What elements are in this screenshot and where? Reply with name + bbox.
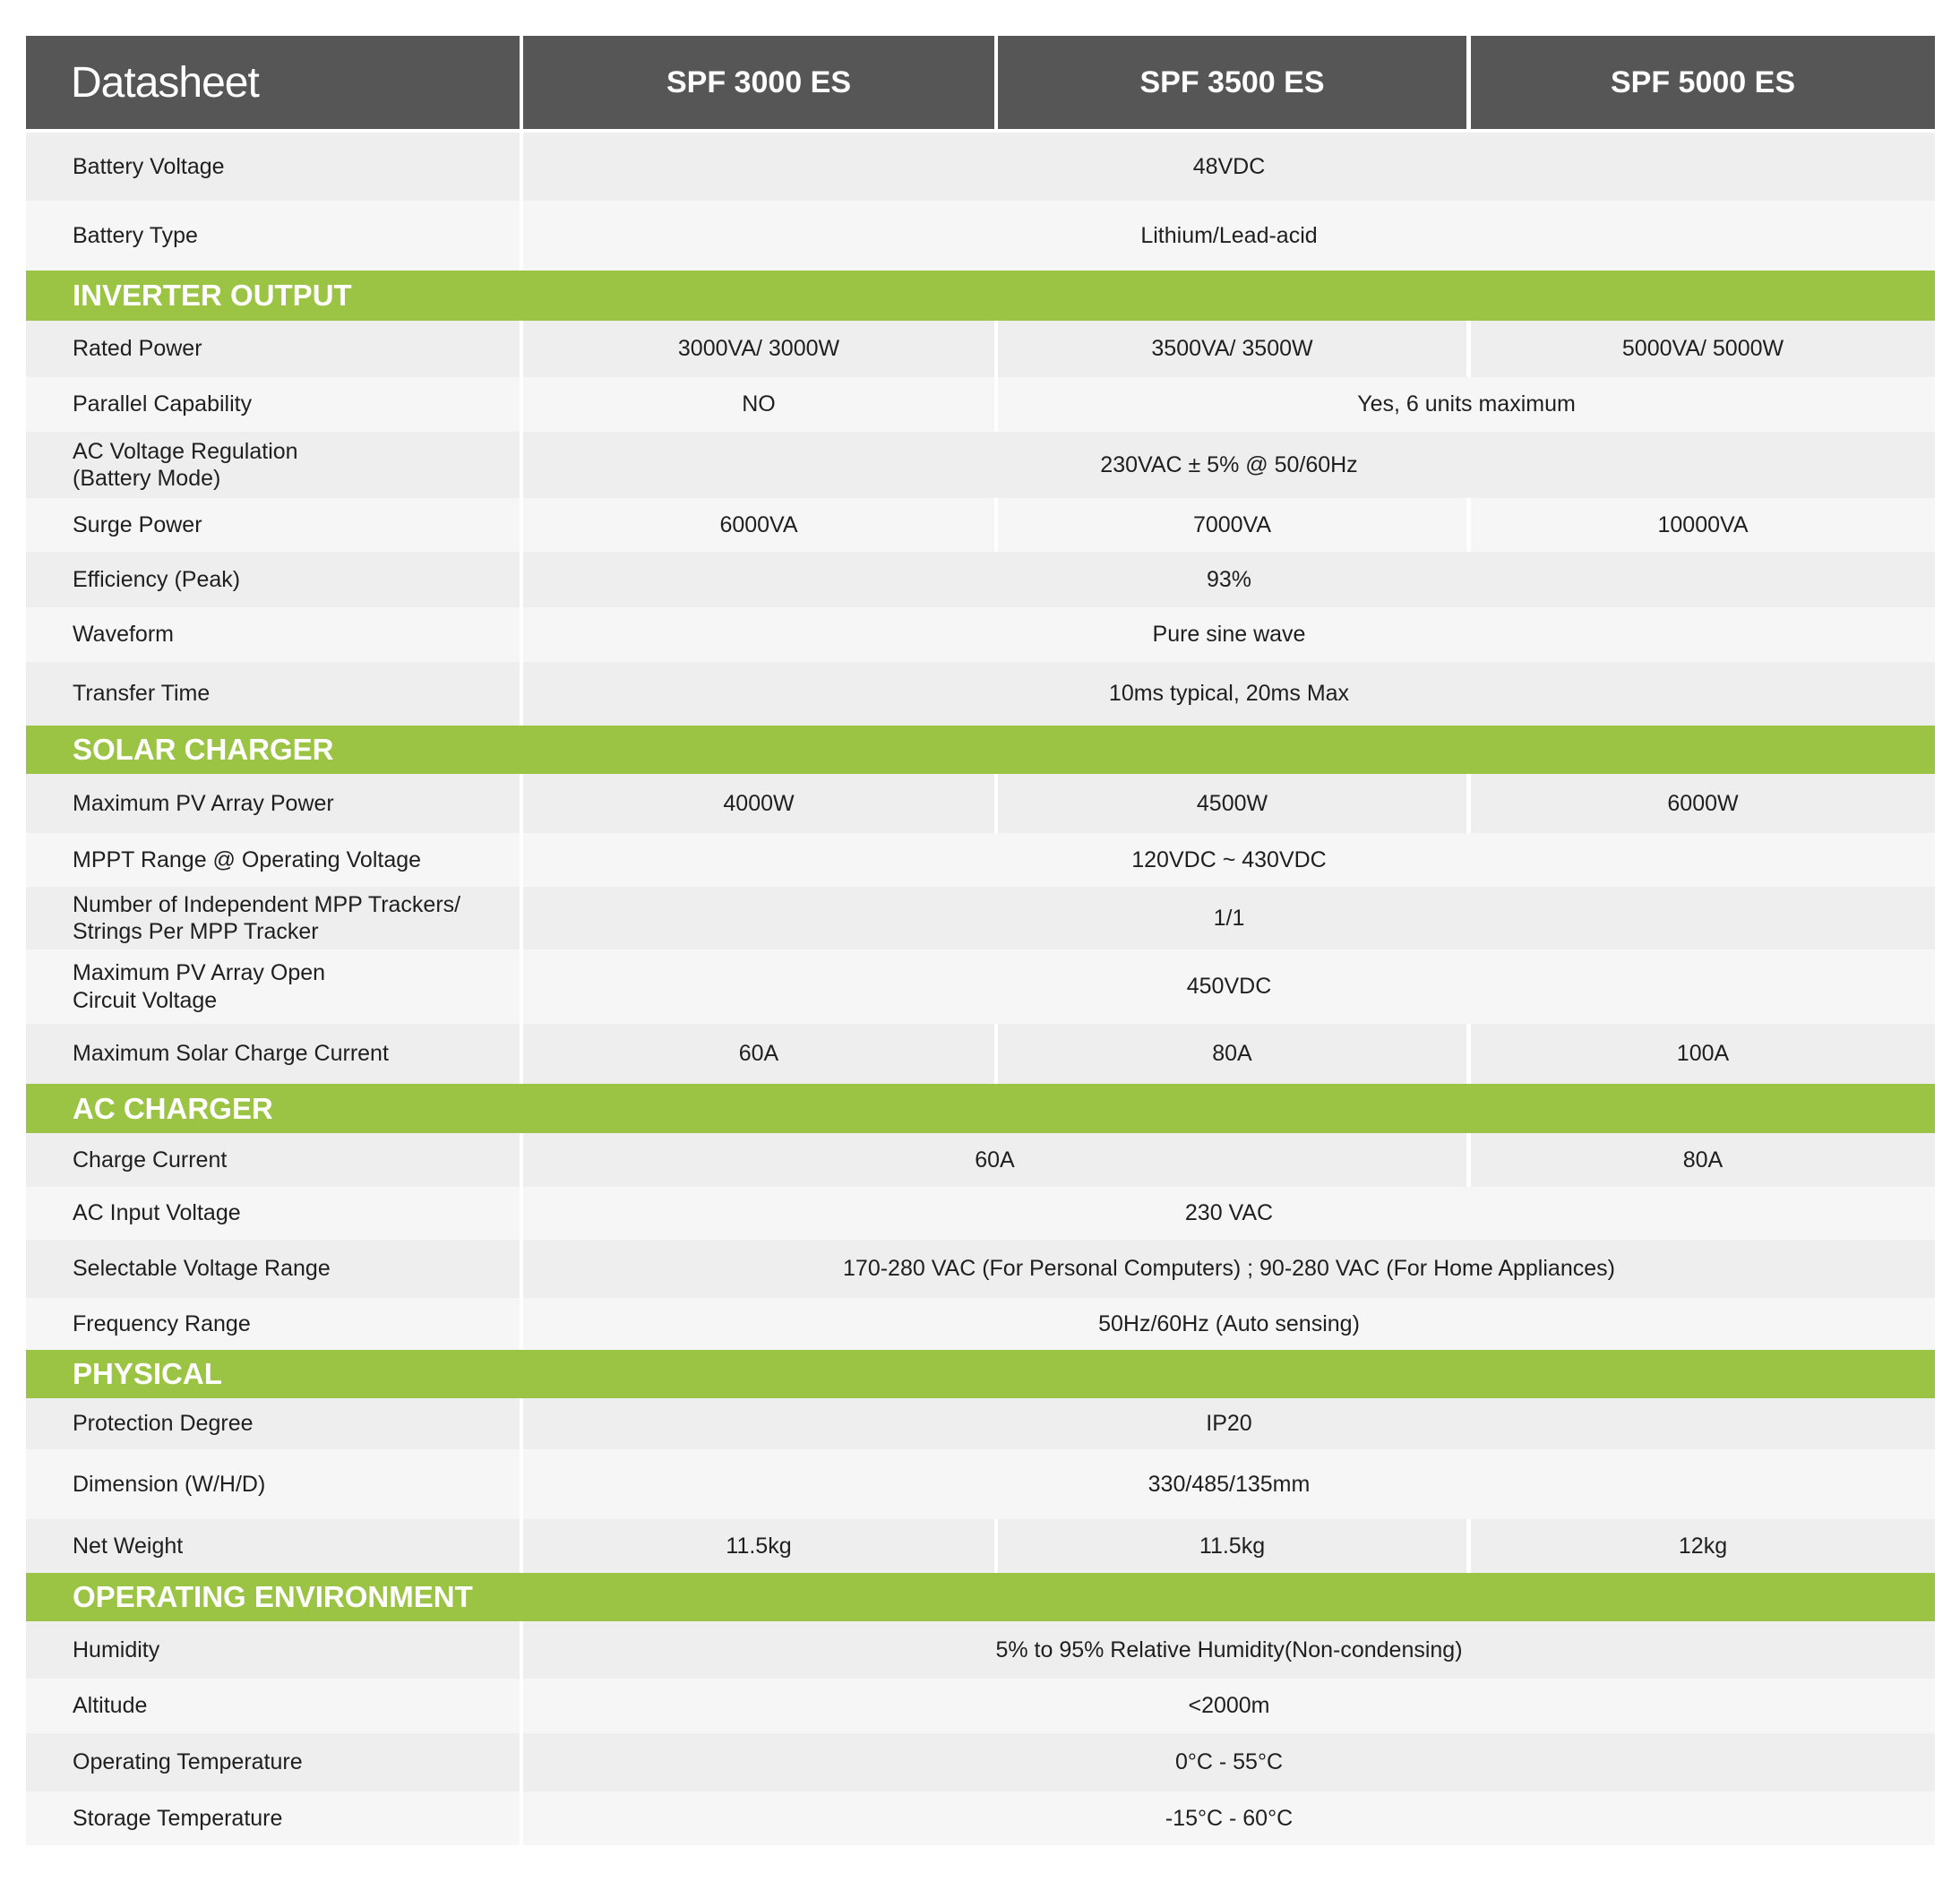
spec-label-net-weight: Net Weight [26,1519,520,1573]
section-header-operating-environment: OPERATING ENVIRONMENT [26,1573,1935,1621]
spec-label-ac-voltage-regulation-battery-mode: AC Voltage Regulation (Battery Mode) [26,432,520,498]
spec-value-surge-power-2: 7000VA [998,498,1466,552]
spec-value-net-weight-3: 12kg [1471,1519,1935,1573]
spec-value-rated-power-2: 3500VA/ 3500W [998,321,1466,377]
spec-label-transfer-time: Transfer Time [26,662,520,726]
spec-value-surge-power-1: 6000VA [523,498,994,552]
spec-label-selectable-voltage-range: Selectable Voltage Range [26,1240,520,1298]
spec-label-efficiency-peak: Efficiency (Peak) [26,552,520,607]
spec-label-surge-power: Surge Power [26,498,520,552]
spec-value-ac-voltage-regulation-battery-mode-1: 230VAC ± 5% @ 50/60Hz [523,432,1935,498]
spec-value-transfer-time-1: 10ms typical, 20ms Max [523,662,1935,726]
spec-value-number-of-independent-mpp-trackers-strings-per-mpp-tracker-1: 1/1 [523,887,1935,949]
spec-value-charge-current-1: 60A [523,1133,1466,1187]
spec-label-maximum-solar-charge-current: Maximum Solar Charge Current [26,1024,520,1084]
spec-value-rated-power-1: 3000VA/ 3000W [523,321,994,377]
datasheet-title: Datasheet [26,36,520,129]
spec-value-ac-input-voltage-1: 230 VAC [523,1187,1935,1240]
spec-label-altitude: Altitude [26,1679,520,1733]
model-header-3: SPF 5000 ES [1471,36,1935,129]
spec-value-operating-temperature-1: 0°C - 55°C [523,1733,1935,1791]
spec-value-rated-power-3: 5000VA/ 5000W [1471,321,1935,377]
spec-value-maximum-pv-array-open-circuit-voltage-1: 450VDC [523,949,1935,1024]
spec-value-selectable-voltage-range-1: 170-280 VAC (For Personal Computers) ; 90-280 VAC (For Home Appliances) [523,1240,1935,1298]
spec-value-parallel-capability-2: Yes, 6 units maximum [998,377,1935,432]
section-header-solar-charger: SOLAR CHARGER [26,726,1935,774]
spec-label-frequency-range: Frequency Range [26,1298,520,1350]
spec-value-net-weight-1: 11.5kg [523,1519,994,1573]
spec-value-battery-type-1: Lithium/Lead-acid [523,201,1935,271]
spec-value-storage-temperature-1: -15°C - 60°C [523,1791,1935,1845]
spec-value-efficiency-peak-1: 93% [523,552,1935,607]
spec-value-dimension-w-h-d-1: 330/485/135mm [523,1449,1935,1519]
model-header-1: SPF 3000 ES [523,36,994,129]
spec-label-charge-current: Charge Current [26,1133,520,1187]
spec-value-maximum-solar-charge-current-3: 100A [1471,1024,1935,1084]
spec-value-altitude-1: <2000m [523,1679,1935,1733]
spec-label-maximum-pv-array-power: Maximum PV Array Power [26,774,520,833]
spec-label-number-of-independent-mpp-trackers-strings-per-mpp-tracker: Number of Independent MPP Trackers/ Strings Per MPP Tracker [26,887,520,949]
section-header-physical: PHYSICAL [26,1350,1935,1398]
spec-value-frequency-range-1: 50Hz/60Hz (Auto sensing) [523,1298,1935,1350]
spec-label-parallel-capability: Parallel Capability [26,377,520,432]
spec-value-parallel-capability-1: NO [523,377,994,432]
spec-label-maximum-pv-array-open-circuit-voltage: Maximum PV Array Open Circuit Voltage [26,949,520,1024]
spec-label-protection-degree: Protection Degree [26,1398,520,1449]
spec-value-humidity-1: 5% to 95% Relative Humidity(Non-condensing) [523,1621,1935,1679]
spec-label-rated-power: Rated Power [26,321,520,377]
spec-label-humidity: Humidity [26,1621,520,1679]
section-header-inverter-output: INVERTER OUTPUT [26,271,1935,321]
spec-value-battery-voltage-1: 48VDC [523,133,1935,201]
spec-value-waveform-1: Pure sine wave [523,607,1935,662]
spec-label-battery-voltage: Battery Voltage [26,133,520,201]
spec-label-operating-temperature: Operating Temperature [26,1733,520,1791]
model-header-2: SPF 3500 ES [998,36,1466,129]
spec-value-maximum-pv-array-power-3: 6000W [1471,774,1935,833]
spec-label-battery-type: Battery Type [26,201,520,271]
spec-value-net-weight-2: 11.5kg [998,1519,1466,1573]
spec-value-charge-current-2: 80A [1471,1133,1935,1187]
spec-value-mppt-range-operating-voltage-1: 120VDC ~ 430VDC [523,833,1935,887]
spec-label-storage-temperature: Storage Temperature [26,1791,520,1845]
spec-value-maximum-solar-charge-current-2: 80A [998,1024,1466,1084]
spec-label-waveform: Waveform [26,607,520,662]
spec-value-protection-degree-1: IP20 [523,1398,1935,1449]
spec-label-ac-input-voltage: AC Input Voltage [26,1187,520,1240]
spec-label-mppt-range-operating-voltage: MPPT Range @ Operating Voltage [26,833,520,887]
section-header-ac-charger: AC CHARGER [26,1084,1935,1133]
spec-value-maximum-pv-array-power-1: 4000W [523,774,994,833]
spec-label-dimension-w-h-d: Dimension (W/H/D) [26,1449,520,1519]
spec-value-maximum-solar-charge-current-1: 60A [523,1024,994,1084]
spec-value-surge-power-3: 10000VA [1471,498,1935,552]
spec-value-maximum-pv-array-power-2: 4500W [998,774,1466,833]
